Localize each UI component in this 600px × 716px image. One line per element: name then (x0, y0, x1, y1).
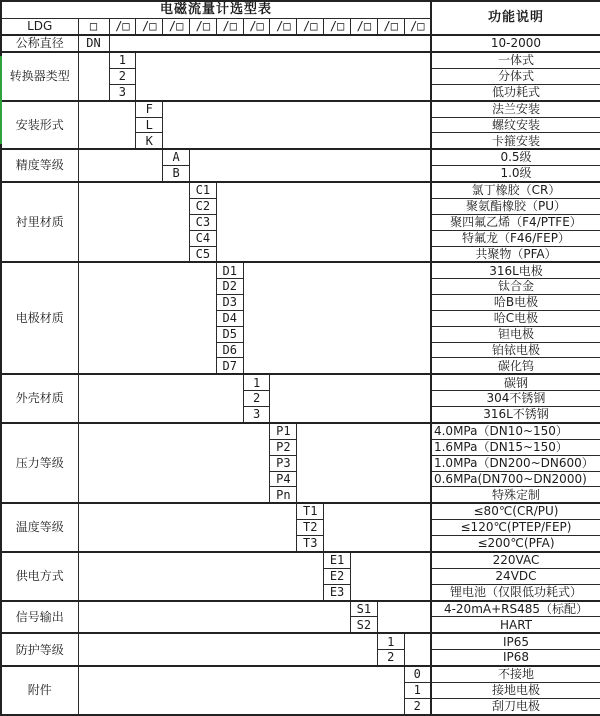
empty-cell (78, 423, 270, 503)
empty-cell (78, 552, 324, 601)
option-code: Pn (270, 487, 297, 503)
empty-cell (78, 503, 297, 552)
table-row (1, 633, 600, 649)
option-desc: IP68 (431, 650, 600, 666)
option-code: B (163, 166, 190, 182)
option-desc: 共聚物（PFA） (431, 246, 600, 262)
option-desc: 0.6MPa(DN700~DN2000) (431, 471, 600, 487)
option-desc: 特氟龙（F46/FEP） (431, 230, 600, 246)
section-label: 电极材质 (1, 262, 78, 374)
model-slot: /□ (243, 19, 270, 35)
option-code: P2 (270, 439, 297, 455)
model-slot: /□ (404, 19, 431, 35)
option-code: C5 (189, 246, 216, 262)
section-label: 附件 (1, 666, 78, 715)
option-desc: ≤120℃(PTEP/FEP) (431, 520, 600, 536)
option-code: C3 (189, 214, 216, 230)
model-slot: /□ (350, 19, 377, 35)
empty-cell (189, 149, 431, 182)
section-label: 精度等级 (1, 149, 78, 182)
table-row (1, 552, 600, 568)
option-desc: 铂铱电极 (431, 342, 600, 358)
empty-cell (78, 52, 109, 101)
model-slot: /□ (377, 19, 404, 35)
option-code: T1 (297, 503, 324, 519)
option-desc: 304不锈钢 (431, 391, 600, 407)
title-row (1, 1, 600, 19)
option-desc: 0.5级 (431, 149, 600, 165)
option-desc: ≤80℃(CR/PU) (431, 503, 600, 519)
option-desc: 钛合金 (431, 279, 600, 295)
option-code: 1 (243, 374, 270, 390)
option-code: C4 (189, 230, 216, 246)
model-slot: /□ (324, 19, 351, 35)
option-code: S2 (350, 617, 377, 633)
empty-cell (216, 182, 431, 262)
option-desc: 1.6MPa（DN15~150） (431, 439, 600, 455)
option-code: C2 (189, 199, 216, 215)
option-code: T3 (297, 536, 324, 552)
option-code: K (136, 133, 163, 149)
option-code: L (136, 117, 163, 133)
option-desc: 聚氨酯橡胶（PU） (431, 199, 600, 215)
option-desc: 一体式 (431, 52, 600, 68)
option-code: P3 (270, 455, 297, 471)
empty-cell (78, 601, 350, 634)
option-desc: HART (431, 617, 600, 633)
table-row (1, 503, 600, 519)
option-code: D6 (216, 342, 243, 358)
table-row (1, 666, 600, 682)
option-code: 2 (377, 650, 404, 666)
table-row (1, 262, 600, 278)
option-desc: 碳钢 (431, 374, 600, 390)
empty-cell (136, 52, 431, 101)
empty-cell (377, 601, 431, 634)
option-code: 2 (109, 68, 136, 84)
section-label: 温度等级 (1, 503, 78, 552)
option-desc: 4-20mA+RS485（标配） (431, 601, 600, 617)
empty-cell (270, 374, 431, 423)
model-slot: /□ (163, 19, 190, 35)
option-code: A (163, 149, 190, 165)
empty-cell (324, 503, 431, 552)
option-desc: 1.0MPa（DN200~DN600） (431, 455, 600, 471)
option-code: D3 (216, 295, 243, 311)
section-label: 压力等级 (1, 423, 78, 503)
option-code: D2 (216, 279, 243, 295)
section-label: 信号输出 (1, 601, 78, 634)
option-code: P4 (270, 471, 297, 487)
table-row (1, 182, 600, 198)
table-row (1, 423, 600, 439)
option-desc: 低功耗式 (431, 84, 600, 100)
option-code: 3 (109, 84, 136, 100)
empty-cell (109, 35, 431, 52)
model-slot: /□ (297, 19, 324, 35)
empty-cell (350, 552, 431, 601)
option-code: DN (78, 35, 109, 52)
section-label: 防护等级 (1, 633, 78, 666)
table-row (1, 35, 600, 52)
section-label: 供电方式 (1, 552, 78, 601)
option-code: D7 (216, 358, 243, 374)
model-slot: /□ (136, 19, 163, 35)
option-code: S1 (350, 601, 377, 617)
table-row (1, 52, 600, 68)
option-desc: IP65 (431, 633, 600, 649)
option-code: 0 (404, 666, 431, 682)
option-desc: 220VAC (431, 552, 600, 568)
option-desc: 24VDC (431, 568, 600, 584)
option-desc: 碳化钨 (431, 358, 600, 374)
model-box: □ (78, 19, 109, 35)
option-desc: 锂电池（仅限低功耗式） (431, 584, 600, 600)
option-code: D1 (216, 262, 243, 278)
option-code: P1 (270, 423, 297, 439)
option-desc: 1.0级 (431, 166, 600, 182)
empty-cell (78, 374, 243, 423)
option-code: 1 (377, 633, 404, 649)
empty-cell (78, 182, 189, 262)
option-code: 2 (404, 698, 431, 715)
option-code: 2 (243, 391, 270, 407)
model-slot: /□ (270, 19, 297, 35)
option-desc: 钽电极 (431, 326, 600, 342)
empty-cell (78, 101, 136, 150)
section-label: 公称直径 (1, 35, 78, 52)
option-code: 1 (404, 683, 431, 699)
model-prefix: LDG (1, 19, 78, 35)
option-code: 1 (109, 52, 136, 68)
section-label: 安装形式 (1, 101, 78, 150)
option-code: F (136, 101, 163, 117)
table-row (1, 374, 600, 390)
section-label: 转换器类型 (1, 52, 78, 101)
option-desc: 分体式 (431, 68, 600, 84)
option-code: D5 (216, 326, 243, 342)
option-desc: 螺纹安装 (431, 117, 600, 133)
model-slot: /□ (189, 19, 216, 35)
table-row (1, 101, 600, 117)
option-desc: ≤200℃(PFA) (431, 536, 600, 552)
option-desc: 卡箍安装 (431, 133, 600, 149)
function-column-header: 功能说明 (431, 1, 600, 35)
option-desc: 哈C电极 (431, 310, 600, 326)
option-desc: 聚四氟乙烯（F4/PTFE） (431, 214, 600, 230)
option-code: E2 (324, 568, 351, 584)
option-code: E1 (324, 552, 351, 568)
option-desc: 哈B电极 (431, 295, 600, 311)
option-desc: 法兰安装 (431, 101, 600, 117)
option-code: T2 (297, 520, 324, 536)
empty-cell (78, 633, 377, 666)
table-row (1, 149, 600, 165)
option-code: D4 (216, 310, 243, 326)
option-code: C1 (189, 182, 216, 198)
option-desc: 316L不锈钢 (431, 407, 600, 423)
empty-cell (78, 262, 216, 374)
option-desc: 氯丁橡胶（CR） (431, 182, 600, 198)
option-desc: 接地电极 (431, 683, 600, 699)
empty-cell (297, 423, 431, 503)
option-desc: 4.0MPa（DN10~150） (431, 423, 600, 439)
option-code: 3 (243, 407, 270, 423)
table-row (1, 601, 600, 617)
empty-cell (78, 149, 163, 182)
model-slot: /□ (216, 19, 243, 35)
table-title: 电磁流量计选型表 (1, 1, 431, 19)
empty-cell (78, 666, 404, 715)
section-label: 衬里材质 (1, 182, 78, 262)
screenshot-artifact-mark (0, 56, 2, 144)
option-desc: 10-2000 (431, 35, 600, 52)
option-desc: 不接地 (431, 666, 600, 682)
option-desc: 316L电极 (431, 262, 600, 278)
option-desc: 刮刀电极 (431, 698, 600, 715)
model-slot: /□ (109, 19, 136, 35)
section-label: 外壳材质 (1, 374, 78, 423)
empty-cell (163, 101, 431, 150)
empty-cell (243, 262, 431, 374)
option-desc: 特殊定制 (431, 487, 600, 503)
empty-cell (404, 633, 431, 666)
option-code: E3 (324, 584, 351, 600)
